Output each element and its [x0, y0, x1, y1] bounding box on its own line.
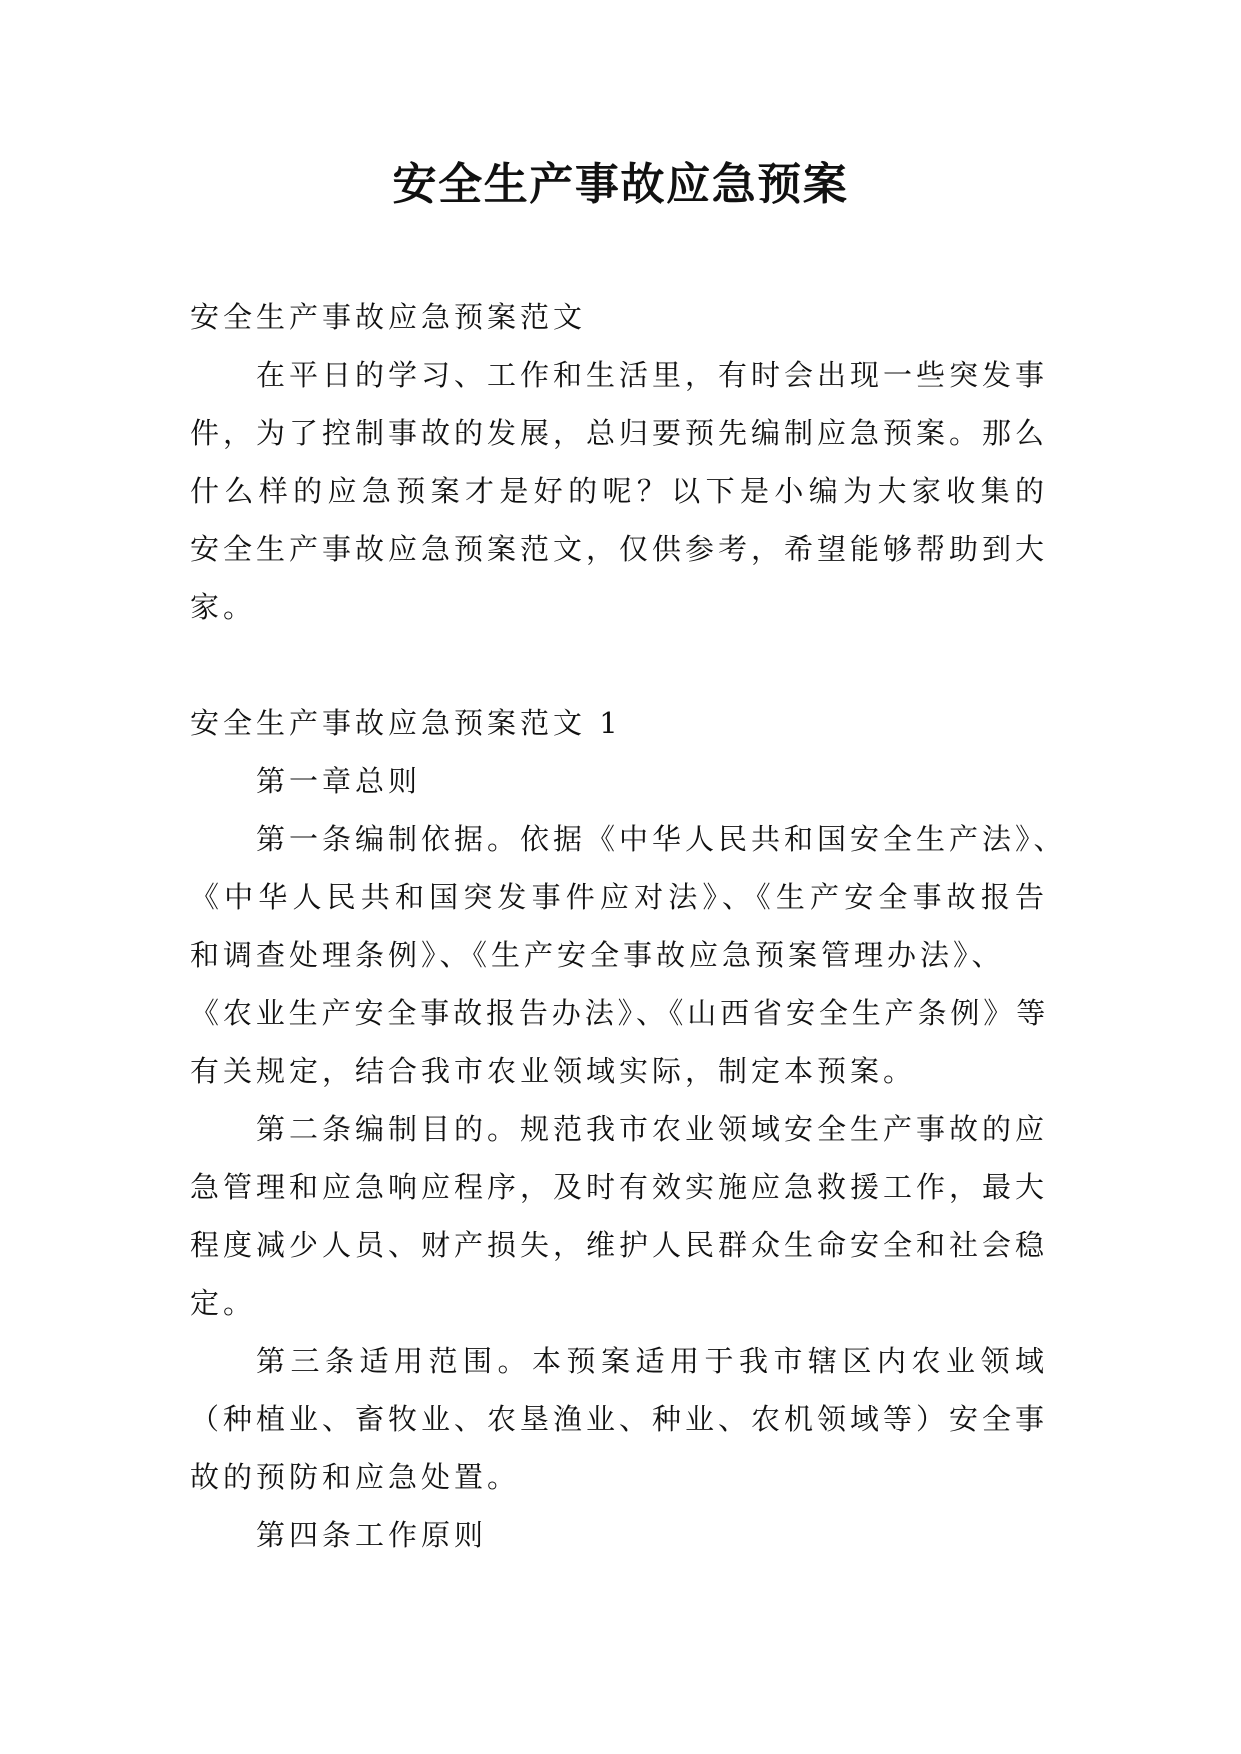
paragraph-line: 第三条适用范围。本预案适用于我市辖区内农业领域 [256, 1344, 1048, 1378]
paragraph-line: （种植业、畜牧业、农垦渔业、种业、农机领域等）安全事 [190, 1402, 1049, 1436]
paragraph-line: 程度减少人员、财产损失，维护人民群众生命安全和社会稳 [190, 1228, 1049, 1262]
paragraph-line: 急管理和应急响应程序，及时有效实施应急救援工作，最大 [190, 1170, 1049, 1204]
heading-line: 安全生产事故应急预案范文 [190, 300, 587, 334]
paragraph-line: 第二条编制目的。规范我市农业领域安全生产事故的应 [256, 1112, 1049, 1146]
blank-line [190, 636, 1048, 694]
heading-line: 第一章总则 [256, 764, 422, 798]
chapter-heading [190, 752, 1048, 810]
paragraph-line: 和调查处理条例》、《生产安全事故应急预案管理办法》、 [190, 938, 1005, 972]
paragraph-line: 第一条编制依据。依据《中华人民共和国安全生产法》、 [256, 822, 1067, 856]
document-body [190, 288, 1067, 1564]
paragraph-line: 故的预防和应急处置。 [190, 1460, 521, 1494]
paragraph-line: 家。 [190, 590, 257, 624]
intro-paragraph [190, 346, 1048, 636]
paragraph-line: 定。 [190, 1286, 257, 1320]
paragraph-line: 什么样的应急预案才是好的呢？以下是小编为大家收集的 [190, 474, 1048, 508]
heading-line: 安全生产事故应急预案范文 1 [190, 706, 622, 740]
document-heading [190, 288, 1048, 346]
article-1-paragraph [190, 810, 1067, 1100]
article-4-heading [190, 1506, 1048, 1564]
section-heading [190, 694, 1048, 752]
document-title: 安全生产事故应急预案 [392, 159, 849, 210]
heading-line: 第四条工作原则 [256, 1518, 488, 1552]
paragraph-line: 件，为了控制事故的发展，总归要预先编制应急预案。那么 [190, 416, 1049, 450]
article-2-paragraph [190, 1100, 1048, 1332]
paragraph-line: 安全生产事故应急预案范文，仅供参考，希望能够帮助到大 [190, 532, 1049, 566]
paragraph-line: 在平日的学习、工作和生活里，有时会出现一些突发事 [256, 358, 1049, 392]
paragraph-line: 《中华人民共和国突发事件应对法》、《生产安全事故报告 [190, 880, 1048, 914]
article-3-paragraph [190, 1332, 1048, 1506]
paragraph-line: 《农业生产安全事故报告办法》、《山西省安全生产条例》等 [190, 996, 1048, 1030]
paragraph-line: 有关规定，结合我市农业领域实际，制定本预案。 [190, 1054, 917, 1088]
